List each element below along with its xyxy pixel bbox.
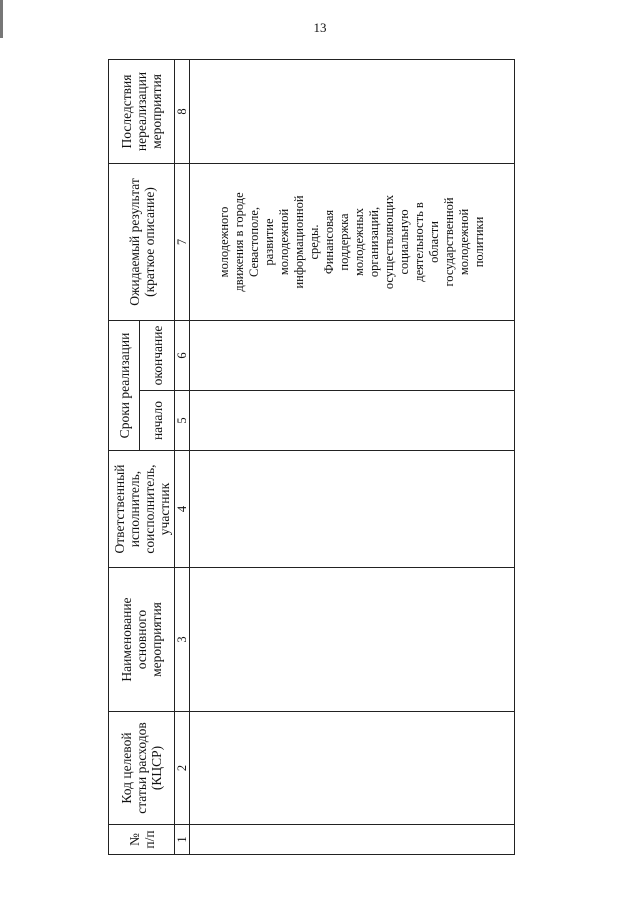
column-number: 3 xyxy=(175,568,190,712)
result-line: движения в городе xyxy=(232,192,246,292)
column-number: 7 xyxy=(175,163,190,320)
column-number: 2 xyxy=(175,712,190,825)
column-number: 6 xyxy=(175,320,190,390)
result-line: Севастополе, xyxy=(247,206,261,278)
cell-end xyxy=(190,320,515,390)
column-number: 8 xyxy=(175,59,190,163)
result-line: молодежного xyxy=(217,206,231,278)
table-row xyxy=(190,59,515,854)
result-line: Финансовая xyxy=(322,209,336,275)
cell-expected-result xyxy=(190,163,515,320)
result-line: молодежной xyxy=(457,208,471,276)
column-number-row xyxy=(175,59,190,854)
rotated-table-container xyxy=(108,60,515,855)
result-line: государственной xyxy=(442,197,456,287)
cell-consequences xyxy=(190,59,515,163)
result-line: поддержка xyxy=(337,213,351,271)
header-expected-result: Ожидаемый результат (краткое описание) xyxy=(109,163,175,320)
result-line: среды. xyxy=(307,224,321,260)
result-line: социальную xyxy=(397,209,411,275)
header-number: № п/п xyxy=(109,825,175,855)
result-line: молодежных xyxy=(352,207,366,276)
result-line: организаций, xyxy=(367,206,381,278)
activities-table xyxy=(108,59,515,855)
result-line: деятельность в xyxy=(412,202,426,282)
header-kcsr: Код целевой статьи расходов (КЦСР) xyxy=(109,712,175,825)
result-line: развитие xyxy=(262,218,276,266)
cell-number xyxy=(190,825,515,855)
cell-activity-name xyxy=(190,568,515,712)
cell-kcsr xyxy=(190,712,515,825)
result-line: молодежной xyxy=(277,208,291,276)
column-number: 5 xyxy=(175,391,190,451)
column-number: 1 xyxy=(175,825,190,855)
page-number: 13 xyxy=(313,20,327,35)
header-end: окончание xyxy=(140,320,175,390)
header-start: начало xyxy=(140,391,175,451)
header-consequences: Последствия нереализации мероприятия xyxy=(109,59,175,163)
header-executor: Ответственный исполнитель, соисполнитель, участник xyxy=(109,451,175,568)
result-line: политики xyxy=(472,216,486,268)
result-line: области xyxy=(427,221,441,263)
column-number: 4 xyxy=(175,451,190,568)
header-activity-name: Наименование основного мероприятия xyxy=(109,568,175,712)
result-line: информационной xyxy=(292,195,306,289)
header-row xyxy=(109,59,140,854)
result-line: осуществляющих xyxy=(382,194,396,290)
cell-start xyxy=(190,391,515,451)
cell-executor xyxy=(190,451,515,568)
header-terms: Сроки реализации xyxy=(109,320,140,450)
